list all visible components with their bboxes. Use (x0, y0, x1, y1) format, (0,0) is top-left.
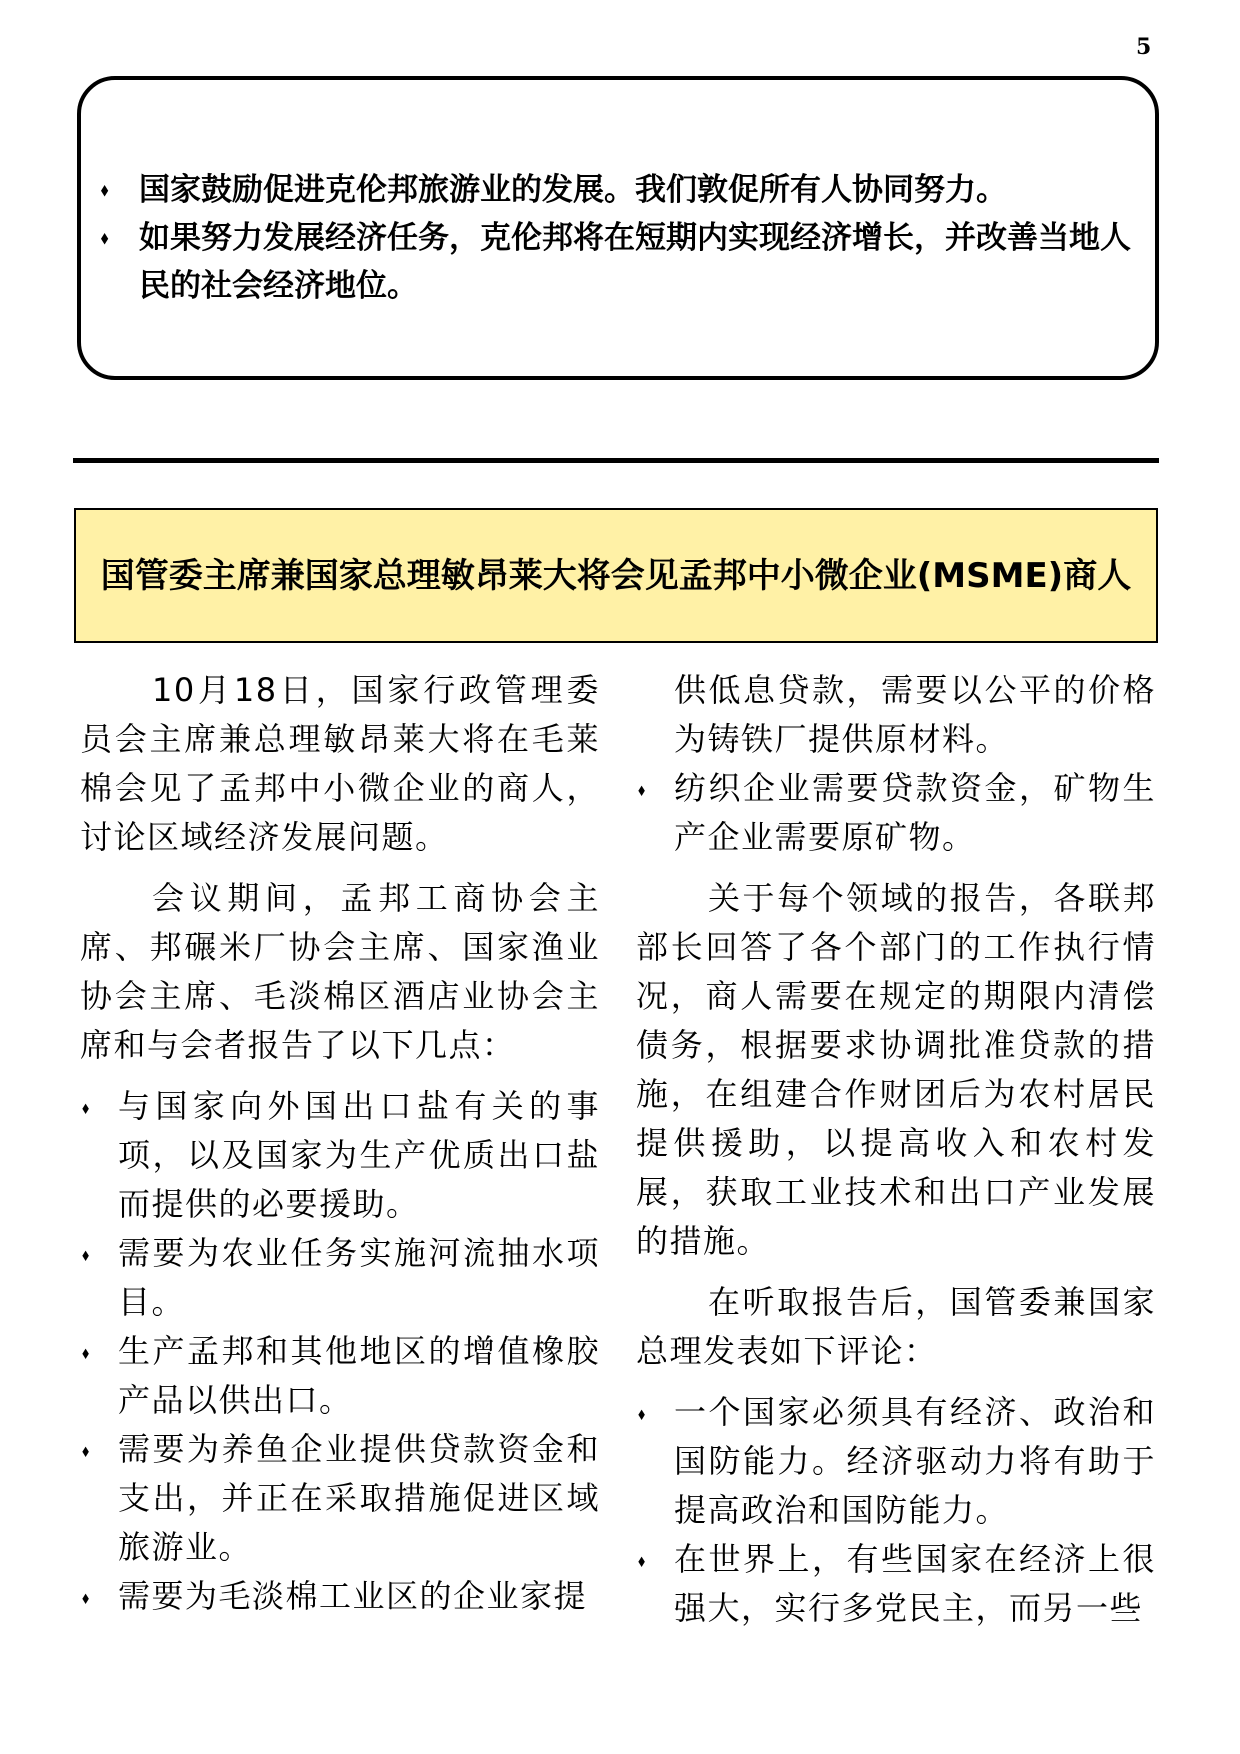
list-item-text: 需要为农业任务实施河流抽水项目。 (118, 1234, 600, 1321)
list-item-text: 需要为养鱼企业提供贷款资金和支出，并正在采取措施促进区域旅游业。 (118, 1430, 600, 1566)
diamond-bullet-icon: ⬧ (82, 1588, 91, 1607)
body-paragraph: 会议期间，孟邦工商协会主席、邦碾米厂协会主席、国家渔业协会主席、毛淡棉区酒店业协会主席和与会者报告了以下几点： (80, 879, 600, 1064)
diamond-bullet-icon: ⬧ (82, 1343, 91, 1362)
list-item (636, 1388, 1156, 1535)
callout-list (101, 166, 1135, 310)
list-item-text: 生产孟邦和其他地区的增值橡胶产品以供出口。 (118, 1332, 600, 1419)
callout-item (101, 214, 1135, 310)
list-item-text: 纺织企业需要贷款资金，矿物生产企业需要原矿物。 (674, 769, 1156, 856)
diamond-bullet-icon: ⬧ (638, 1404, 647, 1423)
right-column (636, 666, 1156, 1645)
callout-text: 如果努力发展经济任务，克伦邦将在短期内实现经济增长，并改善当地人民的社会经济地位。 (139, 220, 1131, 304)
report-points-list-continued (636, 764, 1156, 862)
callout-item (101, 166, 1135, 214)
list-item-text: 与国家向外国出口盐有关的事项，以及国家为生产优质出口盐而提供的必要援助。 (118, 1087, 600, 1223)
diamond-bullet-icon: ⬧ (82, 1245, 91, 1264)
list-item-text: 在世界上，有些国家在经济上很强大，实行多党民主，而另一些 (674, 1540, 1156, 1627)
left-column (80, 666, 600, 1633)
diamond-bullet-icon: ⬧ (82, 1098, 91, 1117)
body-paragraph: 10月18日，国家行政管理委员会主席兼总理敏昂莱大将在毛莱棉会见了孟邦中小微企业的商人，讨论区域经济发展问题。 (80, 671, 600, 856)
list-item (80, 1425, 600, 1572)
diamond-bullet-icon: ⬧ (82, 1441, 91, 1460)
diamond-bullet-icon: ⬧ (638, 1551, 647, 1570)
list-item (636, 1535, 1156, 1633)
section-divider (73, 458, 1159, 463)
list-item (80, 1082, 600, 1229)
list-item (80, 1572, 600, 1621)
comments-list (636, 1388, 1156, 1633)
page-number: 5 (1136, 34, 1152, 60)
callout-text: 国家鼓励促进克伦邦旅游业的发展。我们敦促所有人协同努力。 (139, 172, 1007, 208)
diamond-bullet-icon: ⬧ (101, 180, 109, 199)
list-item (636, 764, 1156, 862)
list-item (80, 1229, 600, 1327)
body-paragraph: 在听取报告后，国管委兼国家总理发表如下评论： (636, 1283, 1156, 1370)
callout-box (77, 76, 1159, 380)
headline-box (74, 508, 1158, 643)
list-item-text: 需要为毛淡棉工业区的企业家提 (118, 1577, 588, 1615)
article-headline: 国管委主席兼国家总理敏昂莱大将会见孟邦中小微企业(MSME)商人 (100, 555, 1132, 596)
continued-list-text: 供低息贷款，需要以公平的价格为铸铁厂提供原材料。 (674, 671, 1156, 758)
body-paragraph: 关于每个领域的报告，各联邦部长回答了各个部门的工作执行情况，商人需要在规定的期限内清偿债务，根据要求协调批准贷款的措施，在组建合作财团后为农村居民提供援助，以提高收入和农村发展，获取工业技术和出口产业发展的措施。 (636, 879, 1156, 1260)
list-item (80, 1327, 600, 1425)
list-item-text: 一个国家必须具有经济、政治和国防能力。经济驱动力将有助于提高政治和国防能力。 (674, 1393, 1156, 1529)
report-points-list (80, 1082, 600, 1621)
diamond-bullet-icon: ⬧ (101, 228, 109, 247)
diamond-bullet-icon: ⬧ (638, 780, 647, 799)
